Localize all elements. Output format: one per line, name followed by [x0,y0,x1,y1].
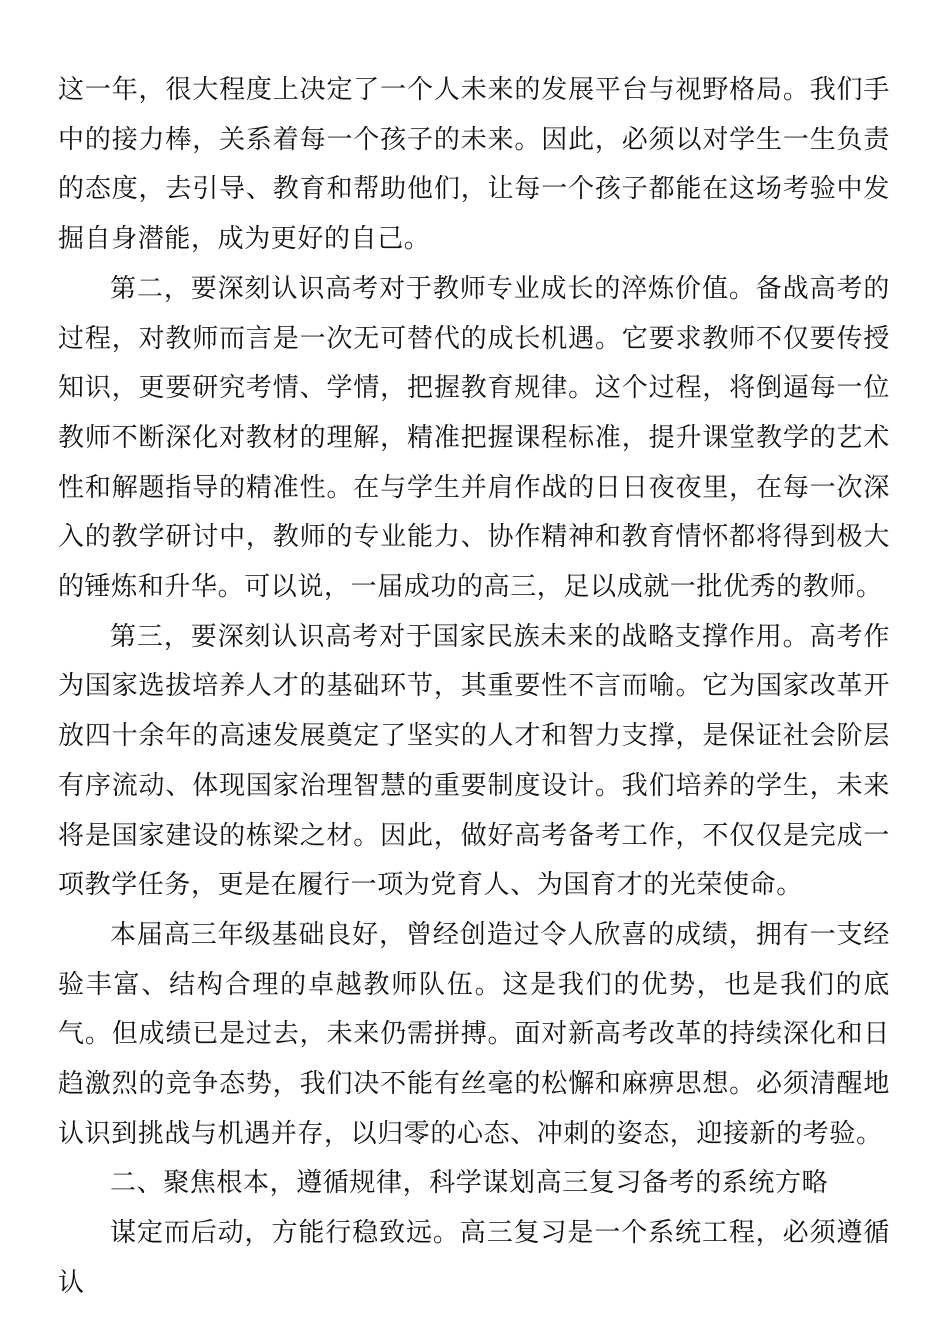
paragraph-continuation: 这一年，很大程度上决定了一个人未来的发展平台与视野格局。我们手中的接力棒，关系着每一个孩子的未来。因此，必须以对学生一生负责的态度，去引导、教育和帮助他们，让每一个孩子都能在这场考验中发掘自身潜能，成为更好的自己。 [58,75,890,255]
paragraph-grade-status: 本届高三年级基础良好，曾经创造过令人欣喜的成绩，拥有一支经验丰富、结构合理的卓越教师队伍。这是我们的优势，也是我们的底气。但成绩已是过去，未来仍需拼搏。面对新高考改革的持续深化和日趋激烈的竞争态势，我们决不能有丝毫的松懈和麻痹思想。必须清醒地认识到挑战与机遇并存，以归零的心态、冲刺的姿态，迎接新的考验。 [58,919,890,1149]
section-heading-two: 二、聚焦根本，遵循规律，科学谋划高三复习备考的系统方略 [110,1168,829,1199]
paragraph-section-two-intro: 谋定而后动，方能行稳致远。高三复习是一个系统工程，必须遵循认 [58,1218,890,1298]
document-body [58,66,890,1309]
paragraph-point-three: 第三，要深刻认识高考对于国家民族未来的战略支撑作用。高考作为国家选拔培养人才的基础环节，其重要性不言而喻。它为国家改革开放四十余年的高速发展奠定了坚实的人才和智力支撑，是保证社会阶层有序流动、体现国家治理智慧的重要制度设计。我们培养的学生，未来将是国家建设的栋梁之材。因此，做好高考备考工作，不仅仅是完成一项教学任务，更是在履行一项为党育人、为国育才的光荣使命。 [58,621,890,901]
paragraph-point-two: 第二，要深刻认识高考对于教师专业成长的淬炼价值。备战高考的过程，对教师而言是一次无可替代的成长机遇。它要求教师不仅要传授知识，更要研究考情、学情，把握教育规律。这个过程，将倒逼每一位教师不断深化对教材的理解，精准把握课程标准，提升课堂教学的艺术性和解题指导的精准性。在与学生并肩作战的日日夜夜里，在每一次深入的教学研讨中，教师的专业能力、协作精神和教育情怀都将得到极大的锤炼和升华。可以说，一届成功的高三，足以成就一批优秀的教师。 [58,273,890,603]
